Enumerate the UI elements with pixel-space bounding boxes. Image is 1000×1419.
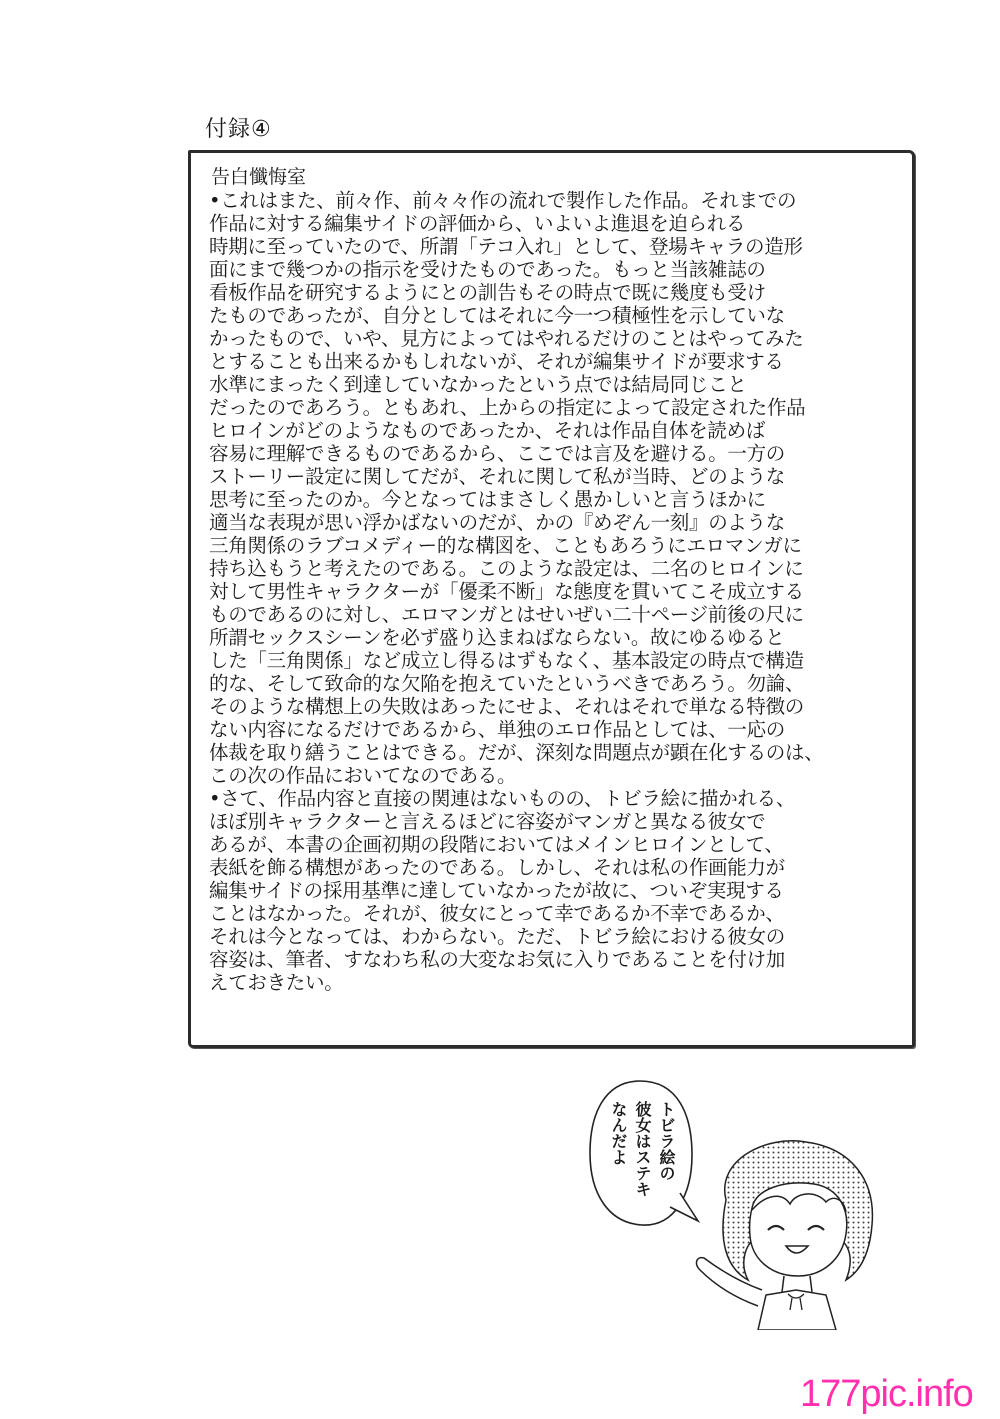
essay-line: 面にまで幾つかの指示を受けたものであった。もっと当該雑誌の bbox=[209, 258, 766, 281]
essay-body bbox=[209, 189, 899, 994]
essay-line: 容姿は、筆者、すなわち私の大変なお気に入りであることを付け加 bbox=[209, 948, 786, 971]
essay-line: 所謂セックスシーンを必ず盛り込まねばならない。故にゆるゆると bbox=[209, 626, 785, 649]
speech-bubble-line: 彼女はステキ bbox=[633, 1101, 652, 1197]
character-illustration bbox=[686, 1130, 896, 1330]
essay-line: 表紙を飾る構想があったのである。しかし、それは私の作画能力が bbox=[209, 856, 785, 879]
essay-title: 告白懺悔室 bbox=[211, 166, 307, 188]
essay-line: 体裁を取り繕うことはできる。だが、深刻な問題点が顕在化するのは、 bbox=[209, 741, 824, 764]
essay-line: ストーリー設定に関してだが、それに関して私が当時、どのような bbox=[209, 465, 786, 488]
essay-line: ほぼ別キャラクターと言えるほどに容姿がマンガと異なる彼女で bbox=[209, 810, 766, 833]
essay-line: 容易に理解できるものであるから、ここでは言及を避ける。一方の bbox=[209, 442, 786, 465]
essay-line: 三角関係のラブコメディー的な構図を、こともあろうにエロマンガに bbox=[209, 534, 802, 557]
essay-line: それは今となっては、わからない。ただ、トビラ絵における彼女の bbox=[209, 925, 786, 948]
essay-line: この次の作品においてなのである。 bbox=[209, 764, 517, 787]
essay-line: あるが、本書の企画初期の段階においてはメインヒロインとして、 bbox=[209, 833, 784, 856]
essay-line: 看板作品を研究するようにとの訓告もその時点で既に幾度も受け bbox=[209, 281, 766, 304]
speech-bubble-line: トビラ絵の bbox=[657, 1101, 676, 1181]
essay-line: 時期に至っていたので、所謂「テコ入れ」として、登場キャラの造形 bbox=[209, 235, 803, 258]
essay-line: だったのであろう。ともあれ、上からの指定によって設定された作品 bbox=[209, 396, 806, 419]
essay-line: とすることも出来るかもしれないが、それが編集サイドが要求する bbox=[209, 350, 784, 373]
essay-line: •これはまた、前々作、前々々作の流れで製作した作品。それまでの bbox=[209, 189, 797, 212]
essay-line: 水準にまったく到達していなかったという点では結局同じこと bbox=[209, 373, 747, 396]
essay-line: たものであったが、自分としてはそれに今一つ積極性を示していな bbox=[209, 304, 785, 327]
essay-line: 作品に対する編集サイドの評価から、いよいよ進退を迫られる bbox=[209, 212, 746, 235]
essay-line: ものであるのに対し、エロマンガとはせいぜい二十ページ前後の尺に bbox=[209, 603, 804, 626]
speech-bubble bbox=[582, 1075, 700, 1235]
essay-line: •さて、作品内容と直接の関連はないものの、トビラ絵に描かれる、 bbox=[209, 787, 796, 810]
essay-line: ことはなかった。それが、彼女にとって幸であるか不幸であるか、 bbox=[209, 902, 785, 925]
essay-line: かったもので、いや、見方によってはやれるだけのことはやってみた bbox=[209, 327, 804, 350]
essay-line: そのような構想上の失敗はあったにせよ、それはそれで単なる特徴の bbox=[209, 695, 805, 718]
essay-line: ない内容になるだけであるから、単独のエロ作品としては、一応の bbox=[209, 718, 786, 741]
essay-line: 持ち込もうと考えたのである。このような設定は、二名のヒロインに bbox=[209, 557, 804, 580]
essay-line: 適当な表現が思い浮かばないのだが、かの『めぞん一刻』のような bbox=[209, 511, 786, 534]
essay-line: した「三角関係」など成立し得るはずもなく、基本設定の時点で構造 bbox=[209, 649, 804, 672]
essay-line: 編集サイドの採用基準に達していなかったが故に、ついぞ実現する bbox=[209, 879, 784, 902]
speech-bubble-line: なんだよ bbox=[609, 1101, 628, 1165]
essay-line: 的な、そして致命的な欠陥を抱えていたというべきであろう。勿論、 bbox=[209, 672, 805, 695]
essay-line: えておきたい。 bbox=[209, 971, 344, 994]
page-heading: 付録④ bbox=[205, 117, 272, 142]
watermark: 177pic.info bbox=[800, 1373, 973, 1415]
essay-line: ヒロインがどのようなものであったか、それは作品自体を読めば bbox=[209, 419, 766, 442]
essay-box bbox=[188, 150, 915, 1048]
essay-line: 思考に至ったのか。今となってはまさしく愚かしいと言うほかに bbox=[209, 488, 766, 511]
essay-line: 対して男性キャラクターが「優柔不断」な態度を貫いてこそ成立する bbox=[209, 580, 804, 603]
